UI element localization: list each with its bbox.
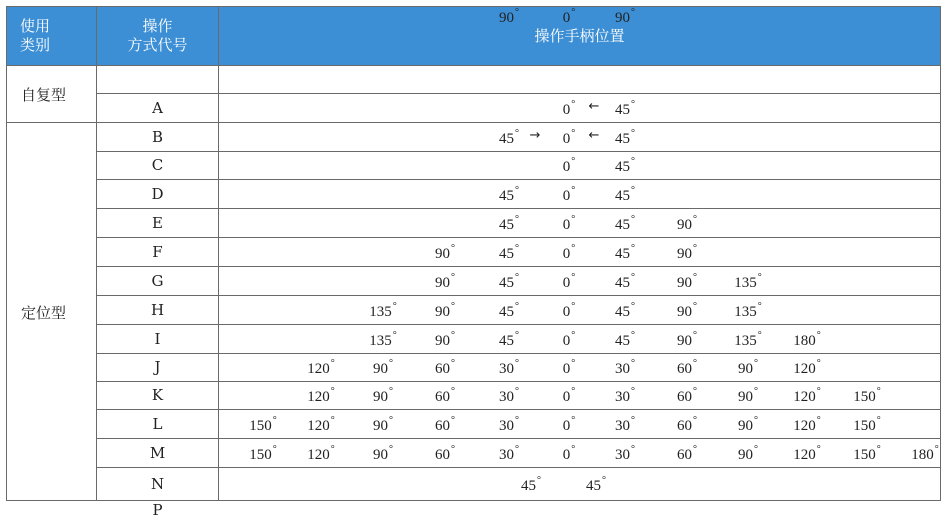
position-value: 135° <box>369 300 397 320</box>
position-value: 60° <box>677 414 697 434</box>
row-divider <box>96 295 940 296</box>
position-value: 180° <box>911 443 939 463</box>
arrow-left-icon: ← <box>588 127 600 143</box>
position-value: 45° <box>615 184 635 204</box>
position-value: 90° <box>677 213 697 233</box>
position-value: 135° <box>369 329 397 349</box>
operation-code-m: M <box>149 443 166 462</box>
position-value: 90° <box>373 414 393 434</box>
position-value: 90° <box>738 443 758 463</box>
position-value: 30° <box>499 414 519 434</box>
position-value: 30° <box>615 443 635 463</box>
operation-code-a: A <box>152 98 163 117</box>
arrow-left-icon: ← <box>588 98 600 114</box>
position-value: 30° <box>615 358 635 377</box>
position-value: 45° <box>615 156 635 175</box>
position-value: 45° <box>586 475 606 494</box>
row-divider <box>96 237 940 238</box>
position-value: 90° <box>677 242 697 262</box>
operation-code-k: K <box>151 386 164 404</box>
position-value: 180° <box>793 329 821 349</box>
position-value: 0° <box>562 98 576 118</box>
row-divider <box>96 266 940 267</box>
row-divider <box>7 65 940 66</box>
position-value: 60° <box>435 386 455 405</box>
position-value: 0° <box>562 443 576 463</box>
position-value: 45° <box>615 127 635 147</box>
position-value: 45° <box>615 213 635 233</box>
position-value: 45° <box>499 242 519 262</box>
row-divider <box>96 208 940 209</box>
position-value: 150° <box>249 414 277 434</box>
operation-code-p: P <box>152 501 163 519</box>
position-value: 90° <box>677 300 697 320</box>
position-value: 0° <box>562 156 576 175</box>
position-value: 150° <box>853 443 881 463</box>
operation-code-c: C <box>151 156 164 174</box>
header-usage-type-line2: 类别 <box>20 36 51 54</box>
operation-code-i: I <box>154 329 161 348</box>
position-value: 90° <box>615 7 635 26</box>
position-value: 45° <box>499 329 519 349</box>
position-value: 0° <box>562 386 576 405</box>
row-divider <box>96 438 940 439</box>
row-divider <box>96 409 940 410</box>
header-operation-code <box>97 7 218 65</box>
header-operation-code-line1: 操作 <box>142 17 173 35</box>
position-value: 45° <box>499 213 519 233</box>
row-divider <box>96 151 940 152</box>
position-value: 45° <box>521 475 541 494</box>
operation-code-d: D <box>151 184 164 203</box>
header-handle-position-label: 操作手柄位置 <box>534 26 625 45</box>
position-value: 90° <box>435 242 455 262</box>
position-value: 45° <box>615 271 635 291</box>
position-value: 90° <box>435 300 455 320</box>
position-value: 120° <box>307 358 335 377</box>
position-value: 0° <box>562 184 576 204</box>
position-value: 0° <box>562 213 576 233</box>
row-divider <box>96 353 940 354</box>
operation-code-j: J <box>154 358 161 376</box>
position-value: 90° <box>373 443 393 463</box>
position-value: 90° <box>373 386 393 405</box>
position-value: 30° <box>499 386 519 405</box>
position-value: 90° <box>373 358 393 377</box>
header-usage-type <box>7 7 96 65</box>
position-value: 0° <box>562 329 576 349</box>
position-value: 120° <box>793 358 821 377</box>
position-value: 30° <box>615 386 635 405</box>
operation-code-h: H <box>150 300 165 319</box>
position-value: 90° <box>435 271 455 291</box>
position-value: 0° <box>562 7 576 26</box>
position-value: 0° <box>562 242 576 262</box>
position-value: 135° <box>734 300 762 320</box>
position-value: 120° <box>307 386 335 405</box>
position-value: 120° <box>307 443 335 463</box>
header-operation-code-line2: 方式代号 <box>127 36 188 54</box>
operation-code-g: G <box>151 271 164 290</box>
position-value: 30° <box>615 414 635 434</box>
position-value: 30° <box>499 358 519 377</box>
position-value: 60° <box>435 414 455 434</box>
position-value: 45° <box>499 127 519 147</box>
position-value: 45° <box>499 300 519 320</box>
position-value: 45° <box>615 98 635 118</box>
position-value: 120° <box>793 386 821 405</box>
row-divider <box>96 179 940 180</box>
position-value: 60° <box>677 443 697 463</box>
position-value: 0° <box>562 414 576 434</box>
row-divider <box>96 467 940 468</box>
row-divider <box>96 381 940 382</box>
position-value: 45° <box>615 242 635 262</box>
operation-code-b: B <box>151 127 164 146</box>
position-value: 60° <box>435 443 455 463</box>
position-value: 120° <box>307 414 335 434</box>
position-value: 150° <box>853 386 881 405</box>
operation-code-n: N <box>150 475 165 493</box>
header-usage-type-line1: 使用 <box>20 17 51 35</box>
position-value: 45° <box>615 300 635 320</box>
category-positioning: 定位型 <box>21 304 67 322</box>
position-value: 120° <box>793 414 821 434</box>
position-value: 45° <box>499 184 519 204</box>
position-value: 0° <box>562 358 576 377</box>
position-value: 60° <box>677 358 697 377</box>
header-handle-position <box>219 7 940 65</box>
position-value: 45° <box>615 329 635 349</box>
row-divider <box>96 324 940 325</box>
position-value: 30° <box>499 443 519 463</box>
position-value: 150° <box>249 443 277 463</box>
position-value: 0° <box>562 127 576 147</box>
operation-code-e: E <box>152 213 163 232</box>
operation-code-f: F <box>152 242 163 261</box>
handle-position-table <box>6 6 941 519</box>
position-value: 120° <box>793 443 821 463</box>
position-value: 60° <box>435 358 455 377</box>
position-value: 90° <box>435 329 455 349</box>
position-value: 90° <box>499 7 519 26</box>
position-value: 60° <box>677 386 697 405</box>
arrow-right-icon: → <box>529 127 541 143</box>
position-value: 150° <box>853 414 881 434</box>
position-value: 90° <box>677 271 697 291</box>
position-value: 135° <box>734 271 762 291</box>
position-value: 90° <box>738 358 758 377</box>
position-value: 90° <box>677 329 697 349</box>
position-value: 0° <box>562 300 576 320</box>
row-divider <box>96 93 940 94</box>
position-value: 90° <box>738 414 758 434</box>
position-value: 0° <box>562 271 576 291</box>
position-value: 90° <box>738 386 758 405</box>
operation-code-l: L <box>152 414 163 433</box>
column-divider <box>218 7 219 501</box>
category-self-reset: 自复型 <box>21 86 67 104</box>
position-value: 135° <box>734 329 762 349</box>
position-value: 45° <box>499 271 519 291</box>
